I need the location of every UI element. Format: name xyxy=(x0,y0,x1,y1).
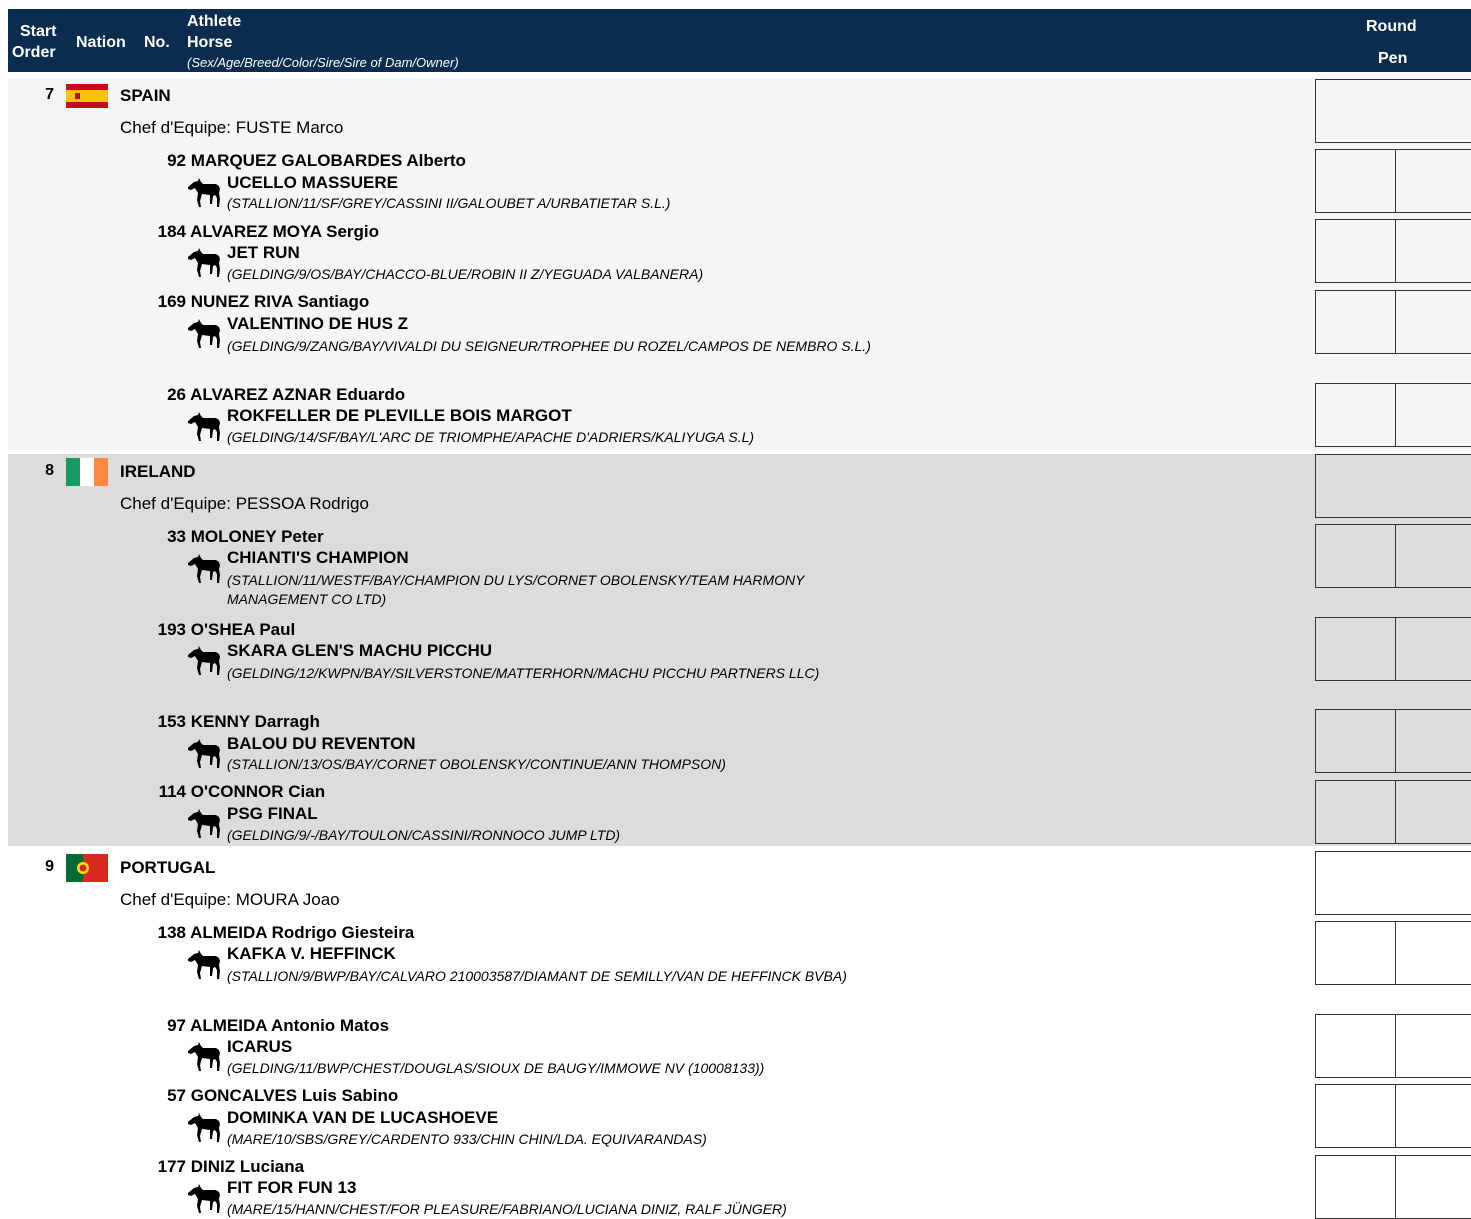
header-athlete: Athlete xyxy=(187,13,242,30)
rider-score-box xyxy=(1315,921,1471,985)
horse-name: PSG FINAL xyxy=(227,804,318,823)
horse-icon xyxy=(186,177,222,209)
horse-icon xyxy=(186,808,222,840)
rider-score-box xyxy=(1315,709,1471,773)
header-pen: Pen xyxy=(1378,50,1408,67)
header-horse-info: (Sex/Age/Breed/Color/Sire/Sire of Dam/Owner) xyxy=(187,55,459,70)
team-score-box xyxy=(1315,454,1471,518)
rider-score-box xyxy=(1315,1014,1471,1078)
rider-score-box xyxy=(1315,219,1471,283)
horse-name: DOMINKA VAN DE LUCASHOEVE xyxy=(227,1108,499,1127)
horse-icon xyxy=(186,1041,222,1073)
rider-score-box xyxy=(1315,383,1471,447)
rider-name: 33 MOLONEY Peter xyxy=(167,527,324,546)
team-block-spain xyxy=(8,78,1471,450)
header-round: Round xyxy=(1366,18,1417,35)
horse-icon xyxy=(186,1183,222,1215)
horse-info: (GELDING/12/KWPN/BAY/SILVERSTONE/MATTERHORN/MACHU PICCHU PARTNERS LLC) xyxy=(227,665,820,681)
team-score-box xyxy=(1315,851,1471,915)
rider-name: 114 O'CONNOR Cian xyxy=(158,782,326,801)
horse-info: (GELDING/9/ZANG/BAY/VIVALDI DU SEIGNEUR/TROPHEE DU ROZEL/CAMPOS DE NEMBRO S.L.) xyxy=(227,338,871,354)
horse-icon xyxy=(186,738,222,770)
rider-score-box xyxy=(1315,290,1471,354)
header-horse: Horse xyxy=(187,34,233,51)
horse-info: (GELDING/9/-/BAY/TOULON/CASSINI/RONNOCO JUMP LTD) xyxy=(227,827,621,843)
rider-name: 153 KENNY Darragh xyxy=(157,712,320,731)
horse-info: (GELDING/14/SF/BAY/L'ARC DE TRIOMPHE/APACHE D'ADRIERS/KALIYUGA S.L) xyxy=(227,429,755,445)
horse-name: JET RUN xyxy=(227,243,300,262)
team-block-portugal xyxy=(8,850,1471,1215)
horse-name: SKARA GLEN'S MACHU PICCHU xyxy=(227,641,493,660)
rider-name: 177 DINIZ Luciana xyxy=(157,1157,305,1176)
rider-score-box xyxy=(1315,149,1471,213)
chef-d-equipe: Chef d'Equipe: FUSTE Marco xyxy=(120,118,344,137)
header-start: Start xyxy=(20,23,57,40)
rider-name: 26 ALVAREZ AZNAR Eduardo xyxy=(167,385,406,404)
start-order: 8 xyxy=(45,462,54,479)
horse-icon xyxy=(186,247,222,279)
nation-name: PORTUGAL xyxy=(120,858,216,877)
rider-score-box xyxy=(1315,780,1471,844)
horse-icon xyxy=(186,318,222,350)
horse-name: VALENTINO DE HUS Z xyxy=(227,314,409,333)
rider-name: 184 ALVAREZ MOYA Sergio xyxy=(157,222,380,241)
horse-name: FIT FOR FUN 13 xyxy=(227,1178,357,1197)
horse-name: ROKFELLER DE PLEVILLE BOIS MARGOT xyxy=(227,406,572,425)
rider-score-box xyxy=(1315,1084,1471,1148)
rider-name: 57 GONCALVES Luis Sabino xyxy=(167,1086,399,1105)
chef-d-equipe: Chef d'Equipe: MOURA Joao xyxy=(120,890,340,909)
rider-score-box xyxy=(1315,524,1471,588)
horse-info: (STALLION/13/OS/BAY/CORNET OBOLENSKY/CONTINUE/ANN THOMPSON) xyxy=(227,756,726,772)
horse-icon xyxy=(186,949,222,981)
horse-icon xyxy=(186,411,222,443)
header-nation: Nation xyxy=(76,34,126,51)
rider-name: 138 ALMEIDA Rodrigo Giesteira xyxy=(157,923,415,942)
rider-name: 97 ALMEIDA Antonio Matos xyxy=(167,1016,390,1035)
start-order: 9 xyxy=(45,858,54,875)
horse-name: CHIANTI'S CHAMPION xyxy=(227,548,409,567)
team-score-box xyxy=(1315,79,1471,143)
rider-score-box xyxy=(1315,617,1471,681)
horse-name: KAFKA V. HEFFINCK xyxy=(227,944,396,963)
rider-name: 193 O'SHEA Paul xyxy=(157,620,296,639)
horse-info: (STALLION/11/SF/GREY/CASSINI II/GALOUBET A/URBATIETAR S.L.) xyxy=(227,195,671,211)
horse-icon xyxy=(186,645,222,677)
horse-name: ICARUS xyxy=(227,1037,293,1056)
portugal-flag-icon xyxy=(66,854,108,882)
nation-name: IRELAND xyxy=(120,462,196,481)
horse-info: (GELDING/9/OS/BAY/CHACCO-BLUE/ROBIN II Z/YEGUADA VALBANERA) xyxy=(227,266,704,282)
chef-d-equipe: Chef d'Equipe: PESSOA Rodrigo xyxy=(120,494,369,513)
horse-info: (STALLION/11/WESTF/BAY/CHAMPION DU LYS/CORNET OBOLENSKY/TEAM HARMONY MANAGEMENT CO LTD) xyxy=(227,572,805,607)
table-header xyxy=(8,9,1471,72)
horse-icon xyxy=(186,553,222,585)
nation-name: SPAIN xyxy=(120,86,171,105)
header-no: No. xyxy=(144,34,170,51)
team-block-ireland xyxy=(8,454,1471,846)
horse-info: (MARE/15/HANN/CHEST/FOR PLEASURE/FABRIANO/LUCIANA DINIZ, RALF JÜNGER) xyxy=(227,1201,787,1217)
horse-info: (STALLION/9/BWP/BAY/CALVARO 210003587/DIAMANT DE SEMILLY/VAN DE HEFFINCK BVBA) xyxy=(227,968,847,984)
horse-name: UCELLO MASSUERE xyxy=(227,173,398,192)
spain-flag-icon xyxy=(66,84,108,108)
ireland-flag-icon xyxy=(66,458,108,486)
rider-name: 169 NUNEZ RIVA Santiago xyxy=(157,292,370,311)
start-order: 7 xyxy=(45,86,54,103)
horse-icon xyxy=(186,1112,222,1144)
horse-info: (MARE/10/SBS/GREY/CARDENTO 933/CHIN CHIN/LDA. EQUIVARANDAS) xyxy=(227,1131,707,1147)
horse-name: BALOU DU REVENTON xyxy=(227,734,416,753)
horse-info: (GELDING/11/BWP/CHEST/DOUGLAS/SIOUX DE BAUGY/IMMOWE NV (10008133)) xyxy=(227,1060,765,1076)
header-order: Order xyxy=(12,44,56,61)
rider-name: 92 MARQUEZ GALOBARDES Alberto xyxy=(167,151,466,170)
rider-score-box xyxy=(1315,1155,1471,1219)
